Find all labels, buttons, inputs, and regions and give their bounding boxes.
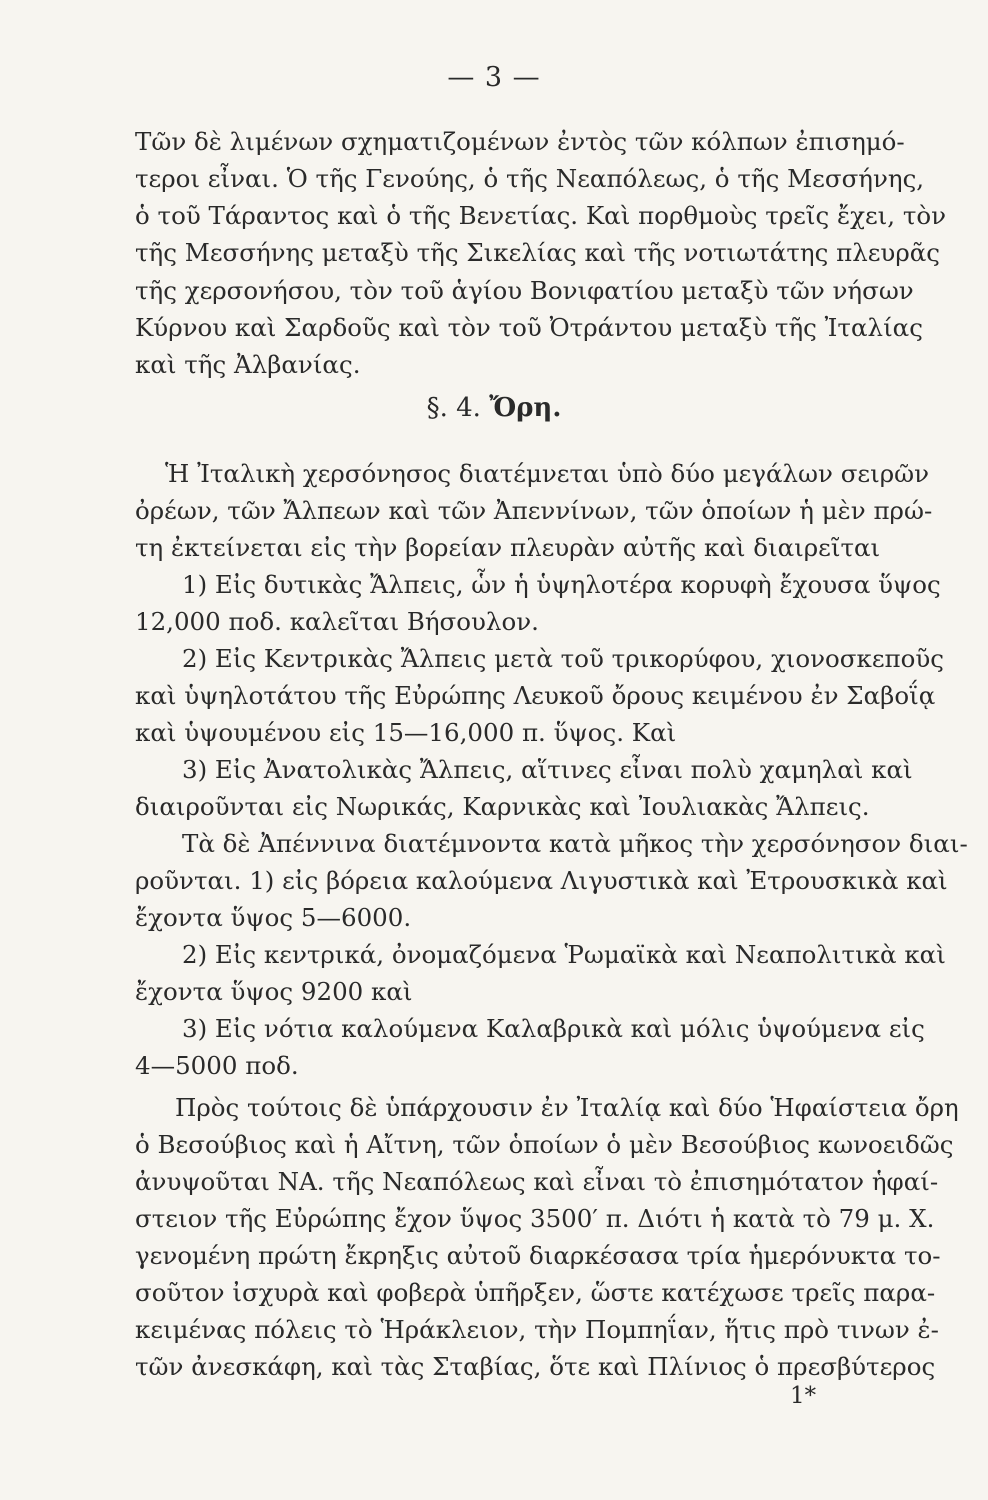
- text-line: ἔχοντα ὕψος 5—6000.: [135, 903, 412, 932]
- text-line: καὶ τῆς Ἀλβανίας.: [135, 350, 361, 379]
- text-line: Τὰ δὲ Ἀπέννινα διατέμνοντα κατὰ μῆκος τὴν χερσόνησον διαι-: [182, 829, 968, 858]
- text-line: καὶ ὑψηλοτάτου τῆς Εὐρώπης Λευκοῦ ὄρους κειμένου ἐν Σαβοΐᾳ: [135, 681, 936, 710]
- text-line: γενομένη πρώτη ἔκρηξις αὐτοῦ διαρκέσασα τρία ἡμερόνυκτα το-: [135, 1241, 941, 1270]
- text-line: τῶν ἀνεσκάφη, καὶ τὰς Σταβίας, ὅτε καὶ Πλίνιος ὁ πρεσβύτερος: [135, 1352, 936, 1381]
- text-line: Τῶν δὲ λιμένων σχηματιζομένων ἐντὸς τῶν κόλπων ἐπισημό-: [135, 127, 905, 156]
- text-line: διαιροῦνται εἰς Νωρικάς, Καρνικὰς καὶ Ἰουλιακὰς Ἄλπεις.: [135, 792, 870, 821]
- signature-mark: 1*: [790, 1383, 817, 1409]
- page-number: — 3 —: [447, 62, 541, 93]
- text-line: ροῦνται. 1) εἰς βόρεια καλούμενα Λιγυστικὰ καὶ Ἐτρουσκικὰ καὶ: [135, 866, 948, 895]
- list-item: 3) Εἰς Ἀνατολικὰς Ἄλπεις, αἵτινες εἶναι πολὺ χαμηλαὶ καὶ: [182, 755, 913, 784]
- section-heading: [0, 393, 988, 423]
- list-item: 2) Εἰς Κεντρικὰς Ἄλπεις μετὰ τοῦ τρικορύφου, χιονοσκεποῦς: [182, 644, 945, 673]
- text-line: καὶ ὑψουμένου εἰς 15—16,000 π. ὕψος. Καὶ: [135, 718, 677, 747]
- section-number: §. 4.: [426, 393, 481, 423]
- text-line: τεροι εἶναι. Ὁ τῆς Γενούης, ὁ τῆς Νεαπόλεως, ὁ τῆς Μεσσήνης,: [135, 164, 925, 193]
- text-line: κειμένας πόλεις τὸ Ἡράκλειον, τὴν Πομπηΐαν, ἥτις πρὸ τινων ἐ-: [135, 1315, 939, 1344]
- text-line: ὁ Βεσούβιος καὶ ἡ Αἴτνη, τῶν ὁποίων ὁ μὲν Βεσούβιος κωνοειδῶς: [135, 1130, 954, 1159]
- text-line: Κύρνου καὶ Σαρδοῦς καὶ τὸν τοῦ Ὀτράντου μεταξὺ τῆς Ἰταλίας: [135, 313, 923, 342]
- text-line: Ἡ Ἰταλικὴ χερσόνησος διατέμνεται ὑπὸ δύο μεγάλων σειρῶν: [165, 459, 929, 488]
- section-title: Ὄρη.: [489, 393, 562, 423]
- text-line: σοῦτον ἰσχυρὰ καὶ φοβερὰ ὑπῆρξεν, ὥστε κατέχωσε τρεῖς παρα-: [135, 1278, 936, 1307]
- text-line: ὀρέων, τῶν Ἄλπεων καὶ τῶν Ἀπεννίνων, τῶν ὁποίων ἡ μὲν πρώ-: [135, 496, 933, 525]
- text-line: στειον τῆς Εὐρώπης ἔχον ὕψος 3500′ π. Διότι ἡ κατὰ τὸ 79 μ. Χ.: [135, 1204, 935, 1233]
- text-line: ὁ τοῦ Τάραντος καὶ ὁ τῆς Βενετίας. Καὶ πορθμοὺς τρεῖς ἔχει, τὸν: [135, 201, 947, 230]
- text-line: τῆς χερσονήσου, τὸν τοῦ ἁγίου Βονιφατίου μεταξὺ τῶν νήσων: [135, 276, 914, 305]
- text-line: Πρὸς τούτοις δὲ ὑπάρχουσιν ἐν Ἰταλίᾳ καὶ δύο Ἡφαίστεια ὄρη: [175, 1093, 959, 1122]
- text-line: 12,000 ποδ. καλεῖται Βήσουλον.: [135, 607, 539, 636]
- list-item: 3) Εἰς νότια καλούμενα Καλαβρικὰ καὶ μόλις ὑψούμενα εἰς: [182, 1014, 925, 1043]
- list-item: 2) Εἰς κεντρικά, ὀνομαζόμενα Ῥωμαϊκὰ καὶ Νεαπολιτικὰ καὶ: [182, 940, 946, 969]
- text-line: τη ἐκτείνεται εἰς τὴν βορείαν πλευρὰν αὐτῆς καὶ διαιρεῖται: [135, 533, 881, 562]
- text-line: ἔχοντα ὕψος 9200 καὶ: [135, 977, 413, 1006]
- text-line: ἀνυψοῦται ΝΑ. τῆς Νεαπόλεως καὶ εἶναι τὸ ἐπισημότατον ἡφαί-: [135, 1167, 939, 1196]
- text-line: 4—5000 ποδ.: [135, 1051, 299, 1080]
- list-item: 1) Εἰς δυτικὰς Ἄλπεις, ὧν ἡ ὑψηλοτέρα κορυφὴ ἔχουσα ὕψος: [182, 570, 941, 599]
- text-line: τῆς Μεσσήνης μεταξὺ τῆς Σικελίας καὶ τῆς νοτιωτάτης πλευρᾶς: [135, 238, 940, 267]
